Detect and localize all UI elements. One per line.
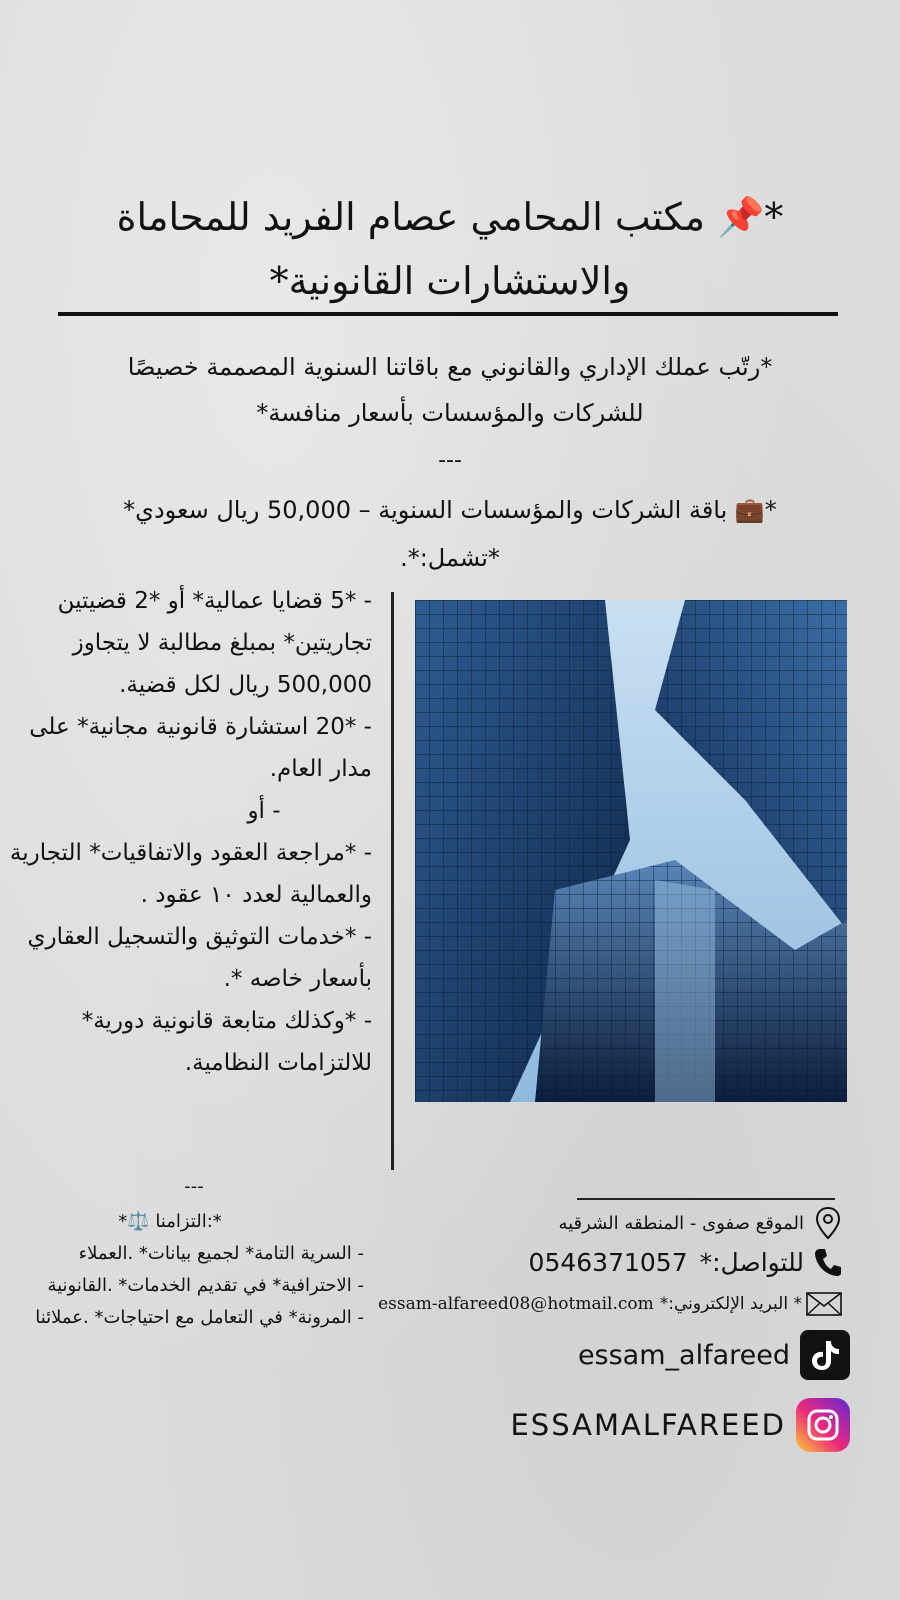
feature-item: - *وكذلك متابعة قانونية دورية* للالتزامات النظامية.: [81, 1008, 372, 1076]
buildings-photo: [415, 600, 847, 1102]
package-line-1: *💼 باقة الشركات والمؤسسات السنوية – 50,000 ريال سعودي*: [123, 496, 777, 524]
title-line-2: والاستشارات القانونية*: [269, 259, 631, 303]
phone-number[interactable]: 0546371057: [528, 1247, 688, 1277]
email-address[interactable]: essam-alfareed08@hotmail.com: [378, 1294, 654, 1314]
instagram-icon: [796, 1398, 850, 1452]
commitment-item: - السرية التامة* لجميع بيانات* .العملاء: [78, 1243, 364, 1264]
intro-line-2: للشركات والمؤسسات بأسعار منافسة*: [256, 399, 644, 427]
phone-label: للتواصل:*: [699, 1247, 804, 1277]
feature-item: - *5 قضايا عمالية* أو *2 قضيتين تجاريتين* بمبلغ مطالبة لا يتجاوز 500,000 ريال لكل قضية.: [57, 588, 372, 698]
page-title: [60, 185, 840, 313]
package-heading: [10, 486, 890, 582]
tiktok-icon: [800, 1330, 850, 1380]
instagram-handle[interactable]: ESSAMALFAREED: [510, 1408, 786, 1442]
instagram-row[interactable]: [510, 1398, 850, 1452]
tiktok-row[interactable]: [578, 1330, 850, 1380]
phone-icon: [814, 1247, 842, 1277]
feature-item: - *خدمات التوثيق والتسجيل العقاري بأسعار خاصه *.: [27, 924, 372, 992]
contact-divider: [577, 1198, 835, 1200]
location-row: [558, 1206, 842, 1240]
envelope-icon: [806, 1292, 842, 1316]
section-separator: ---: [438, 448, 462, 473]
commitment-item: - المرونة* في التعامل مع احتياجات* .عملائنا: [35, 1307, 364, 1328]
phone-row[interactable]: [529, 1247, 842, 1277]
commitments-title: *:التزامنا ⚖️*: [118, 1211, 222, 1232]
email-row[interactable]: [378, 1292, 842, 1316]
title-line-1: *📌 مكتب المحامي عصام الفريد للمحاماة: [116, 195, 784, 239]
tiktok-handle[interactable]: essam_alfareed: [577, 1339, 790, 1371]
title-divider: [58, 312, 838, 316]
email-label: * البريد الإلكتروني:*: [659, 1294, 802, 1314]
feature-item: - *20 استشارة قانونية مجانية* على مدار العام.: [29, 714, 372, 782]
commitments-section: [16, 1206, 364, 1334]
commitment-item: - الاحترافية* في تقديم الخدمات* .القانونية: [47, 1275, 364, 1296]
commitments-separator: ---: [184, 1176, 204, 1197]
location-text: الموقع صفوى - المنطقه الشرقيه: [558, 1212, 804, 1234]
intro-line-1: *رتّب عملك الإداري والقانوني مع باقاتنا السنوية المصممة خصيصًا: [127, 353, 773, 381]
vertical-divider: [391, 592, 394, 1170]
location-pin-icon: [814, 1206, 842, 1240]
feature-item: - *مراجعة العقود والاتفاقيات* التجارية والعمالية لعدد ١٠ عقود .: [9, 840, 372, 908]
package-line-2: *تشمل:*.: [400, 544, 500, 572]
intro-text: [10, 344, 890, 436]
feature-item: - أو: [247, 798, 281, 824]
skyscrapers-illustration: [415, 600, 847, 1102]
features-list: [6, 580, 372, 1084]
